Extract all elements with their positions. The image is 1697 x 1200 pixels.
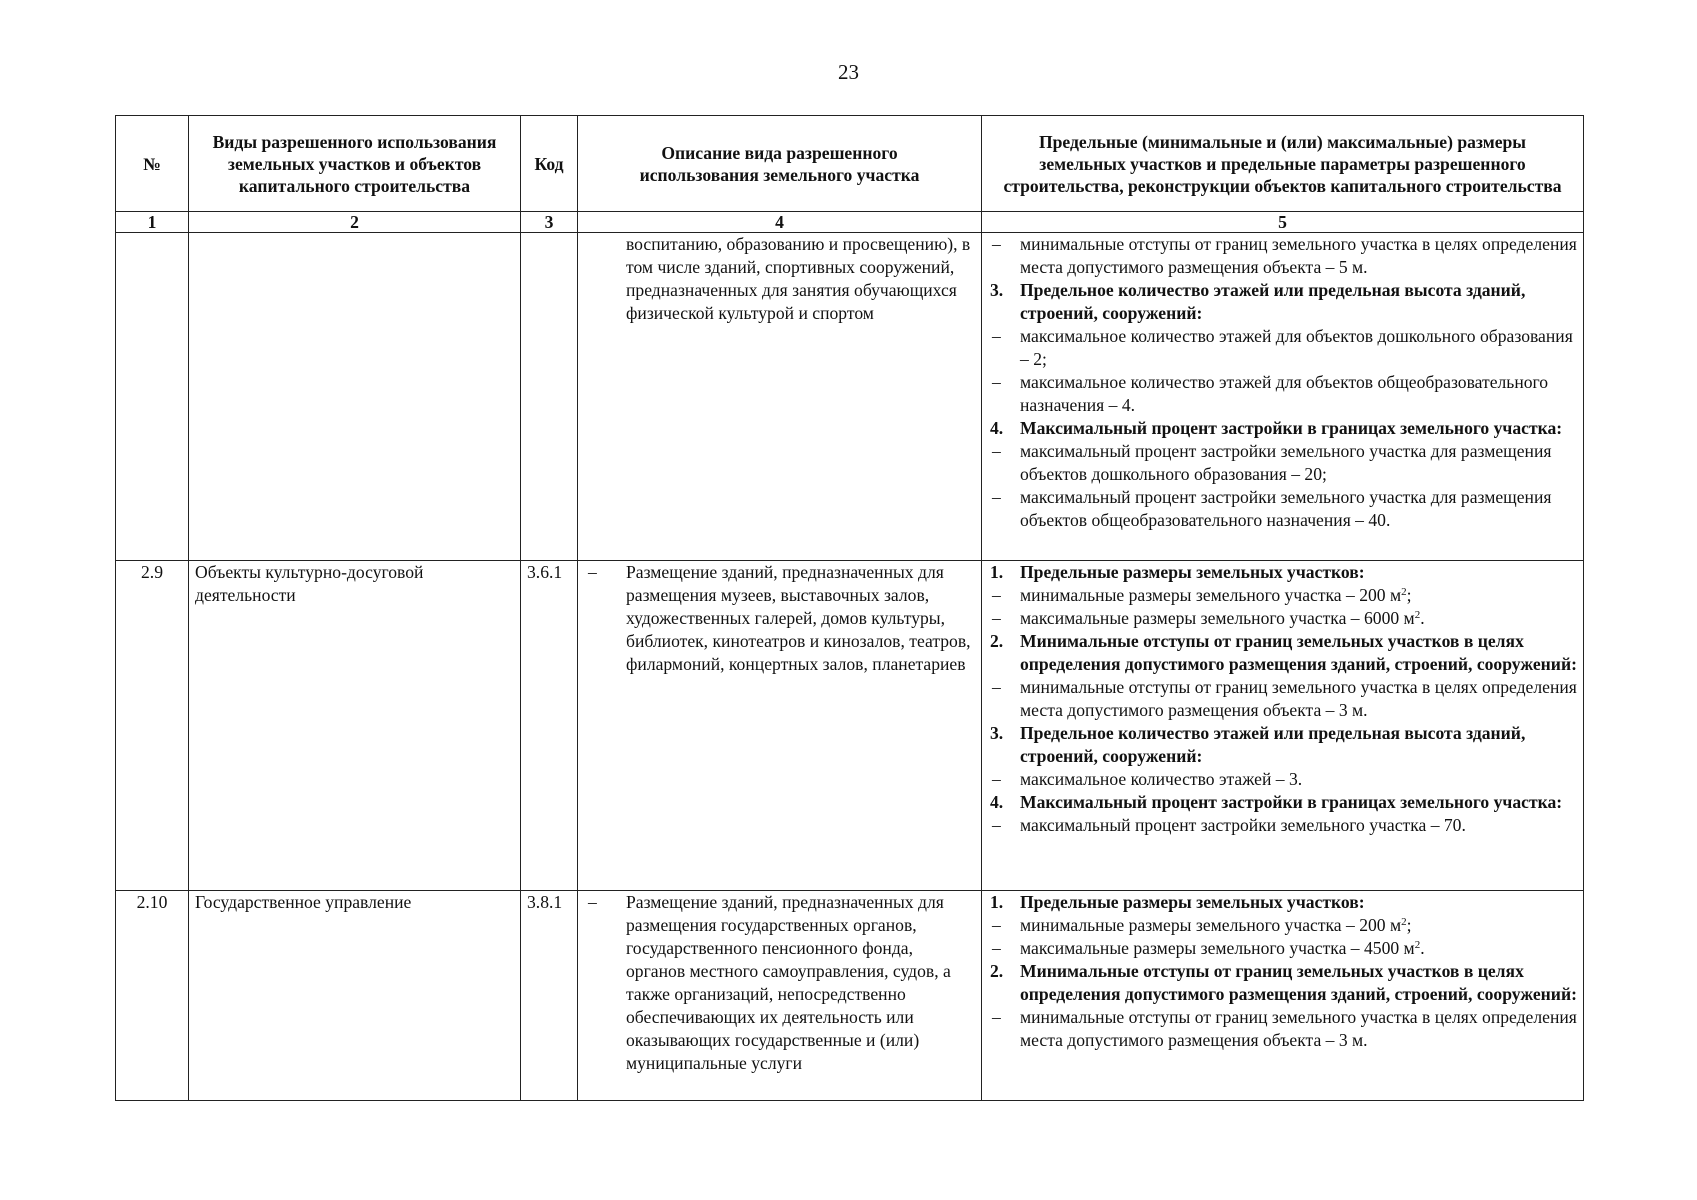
dash-marker: – — [992, 815, 1001, 835]
use-type: Объекты культурно-досуговой деятельности — [189, 561, 521, 891]
parameter-text — [1020, 279, 1577, 325]
column-number: 4 — [578, 212, 982, 233]
parameter-text — [1020, 561, 1577, 584]
header-parameters: Предельные (минимальные и (или) максимальные) размеры земельных участков и предельные параметры разрешенного строительства, реконструкции объектов капитального строительства — [982, 116, 1584, 212]
parameter-text-main: Максимальный процент застройки в границах земельного участка: — [1020, 792, 1563, 812]
row-number: 2.9 — [116, 561, 189, 891]
parameter-text-main: максимальное количество этажей для объектов дошкольного образования – 2; — [1020, 326, 1573, 369]
land-use-table — [115, 115, 1584, 1101]
parameter-item — [988, 607, 1577, 630]
page-number: 23 — [838, 60, 859, 84]
parameter-text-main: минимальные отступы от границ земельного участка в целях определения места допустимого размещения объекта – 5 м. — [1020, 234, 1577, 277]
dash-marker: – — [992, 769, 1001, 789]
parameter-text — [1020, 791, 1577, 814]
use-code — [521, 233, 578, 561]
row-number: 2.10 — [116, 891, 189, 1101]
list-number: 2. — [990, 961, 1004, 981]
table-header-row — [116, 116, 1584, 212]
parameter-item — [988, 486, 1577, 532]
parameter-text-main: минимальные отступы от границ земельного участка в целях определения места допустимого размещения объекта – 3 м. — [1020, 677, 1577, 720]
parameter-text-main: максимальный процент застройки земельного участка для размещения объектов общеобразовательного назначения – 40. — [1020, 487, 1552, 530]
use-type — [189, 233, 521, 561]
parameter-item — [988, 371, 1577, 417]
table-row — [116, 233, 1584, 561]
parameter-text — [1020, 891, 1577, 914]
parameter-text-tail: . — [1420, 938, 1425, 958]
parameter-text — [1020, 233, 1577, 279]
parameter-item — [988, 676, 1577, 722]
header-code: Код — [521, 116, 578, 212]
use-description — [578, 891, 982, 1101]
parameter-item — [988, 937, 1577, 960]
parameter-text-main: Максимальный процент застройки в границах земельного участка: — [1020, 418, 1563, 438]
parameter-item — [988, 1006, 1577, 1052]
row-number — [116, 233, 189, 561]
use-parameters — [982, 233, 1584, 561]
parameter-heading — [988, 960, 1577, 1006]
parameter-text-main: максимальный процент застройки земельного участка для размещения объектов дошкольного образования – 20; — [1020, 441, 1552, 484]
parameter-text-main: максимальное количество этажей для объектов общеобразовательного назначения – 4. — [1020, 372, 1549, 415]
column-numbers-row — [116, 212, 1584, 233]
parameter-text-main: максимальное количество этажей – 3. — [1020, 769, 1303, 789]
parameter-text-main: Предельное количество этажей или предельная высота зданий, строений, сооружений: — [1020, 280, 1526, 323]
dash-marker: – — [992, 234, 1001, 254]
parameter-text — [1020, 371, 1577, 417]
parameter-heading — [988, 630, 1577, 676]
parameter-text — [1020, 607, 1577, 630]
use-parameters — [982, 561, 1584, 891]
dash-marker: – — [992, 938, 1001, 958]
parameter-text — [1020, 584, 1577, 607]
use-code: 3.6.1 — [521, 561, 578, 891]
parameter-item — [988, 768, 1577, 791]
parameter-text — [1020, 440, 1577, 486]
header-description: Описание вида разрешенного использования земельного участка — [578, 116, 982, 212]
use-description — [578, 233, 982, 561]
dash-marker: – — [588, 892, 597, 912]
use-description — [578, 561, 982, 891]
parameter-heading — [988, 417, 1577, 440]
header-use-type: Виды разрешенного использования земельных участков и объектов капитального строительства — [189, 116, 521, 212]
superscript: 2 — [1401, 586, 1407, 598]
use-parameters — [982, 891, 1584, 1101]
superscript: 2 — [1414, 609, 1421, 621]
parameter-text — [1020, 914, 1577, 937]
parameter-text-tail: ; — [1406, 915, 1412, 935]
parameter-text-main: максимальный процент застройки земельного участка – 70. — [1020, 815, 1466, 835]
dash-marker: – — [588, 562, 597, 582]
parameter-item — [988, 325, 1577, 371]
parameter-heading — [988, 791, 1577, 814]
list-number: 1. — [990, 892, 1004, 912]
use-type: Государственное управление — [189, 891, 521, 1101]
superscript: 2 — [1401, 916, 1407, 928]
column-number: 1 — [116, 212, 189, 233]
parameter-text — [1020, 325, 1577, 371]
dash-marker: – — [992, 608, 1001, 628]
column-number: 5 — [982, 212, 1584, 233]
dash-marker: – — [992, 372, 1001, 392]
parameter-text-main: Минимальные отступы от границ земельных участков в целях определения допустимого размещения зданий, строений, сооружений: — [1020, 631, 1577, 674]
column-number: 2 — [189, 212, 521, 233]
parameter-text — [1020, 1006, 1577, 1052]
parameter-item — [988, 584, 1577, 607]
description-text: воспитанию, образованию и просвещению), в том числе зданий, спортивных сооружений, предназначенных для занятия обучающихся физической культурой и спортом — [626, 234, 971, 323]
list-number: 3. — [990, 280, 1004, 300]
dash-marker: – — [992, 441, 1001, 461]
parameter-text — [1020, 722, 1577, 768]
parameter-item — [988, 233, 1577, 279]
header-number: № — [116, 116, 189, 212]
parameter-item — [988, 440, 1577, 486]
dash-marker: – — [992, 915, 1001, 935]
list-number: 4. — [990, 418, 1004, 438]
dash-marker: – — [992, 487, 1001, 507]
list-number: 2. — [990, 631, 1004, 651]
parameter-text-main: минимальные размеры земельного участка – 200 м — [1020, 585, 1402, 605]
list-number: 1. — [990, 562, 1004, 582]
parameter-text — [1020, 486, 1577, 532]
list-number: 3. — [990, 723, 1004, 743]
parameter-text — [1020, 768, 1577, 791]
parameter-text-main: минимальные размеры земельного участка – 200 м — [1020, 915, 1402, 935]
table-row — [116, 561, 1584, 891]
parameter-text-tail: ; — [1406, 585, 1412, 605]
parameter-text — [1020, 676, 1577, 722]
parameter-heading — [988, 561, 1577, 584]
parameter-text-main: Предельные размеры земельных участков: — [1020, 892, 1365, 912]
parameter-text-tail: . — [1420, 608, 1425, 628]
description-text: Размещение зданий, предназначенных для размещения музеев, выставочных залов, художественных галерей, домов культуры, библиотек, кинотеатров и кинозалов, театров, филармоний, концертных залов, планетариев — [626, 562, 971, 674]
dash-marker: – — [992, 326, 1001, 346]
parameter-text — [1020, 960, 1577, 1006]
description-text: Размещение зданий, предназначенных для размещения государственных органов, государственного пенсионного фонда, органов местного самоуправления, судов, а также организаций, непосредственно обеспечивающих их деятельность или оказывающих государственные и (или) муниципальные услуги — [626, 892, 951, 1073]
parameter-heading — [988, 891, 1577, 914]
parameter-text-main: максимальные размеры земельного участка – 6000 м — [1020, 608, 1415, 628]
superscript: 2 — [1414, 939, 1421, 951]
column-number: 3 — [521, 212, 578, 233]
use-code: 3.8.1 — [521, 891, 578, 1101]
list-number: 4. — [990, 792, 1004, 812]
parameter-text-main: Предельные размеры земельных участков: — [1020, 562, 1365, 582]
parameter-item — [988, 914, 1577, 937]
parameter-text-main: максимальные размеры земельного участка – 4500 м — [1020, 938, 1415, 958]
dash-marker: – — [992, 585, 1001, 605]
dash-marker: – — [992, 1007, 1001, 1027]
parameter-text — [1020, 937, 1577, 960]
parameter-heading — [988, 722, 1577, 768]
dash-marker: – — [992, 677, 1001, 697]
parameter-heading — [988, 279, 1577, 325]
parameter-text — [1020, 630, 1577, 676]
parameter-text — [1020, 417, 1577, 440]
table-row — [116, 891, 1584, 1101]
parameter-text-main: Предельное количество этажей или предельная высота зданий, строений, сооружений: — [1020, 723, 1526, 766]
parameter-item — [988, 814, 1577, 837]
parameter-text — [1020, 814, 1577, 837]
parameter-text-main: минимальные отступы от границ земельного участка в целях определения места допустимого размещения объекта – 3 м. — [1020, 1007, 1577, 1050]
parameter-text-main: Минимальные отступы от границ земельных участков в целях определения допустимого размещения зданий, строений, сооружений: — [1020, 961, 1577, 1004]
